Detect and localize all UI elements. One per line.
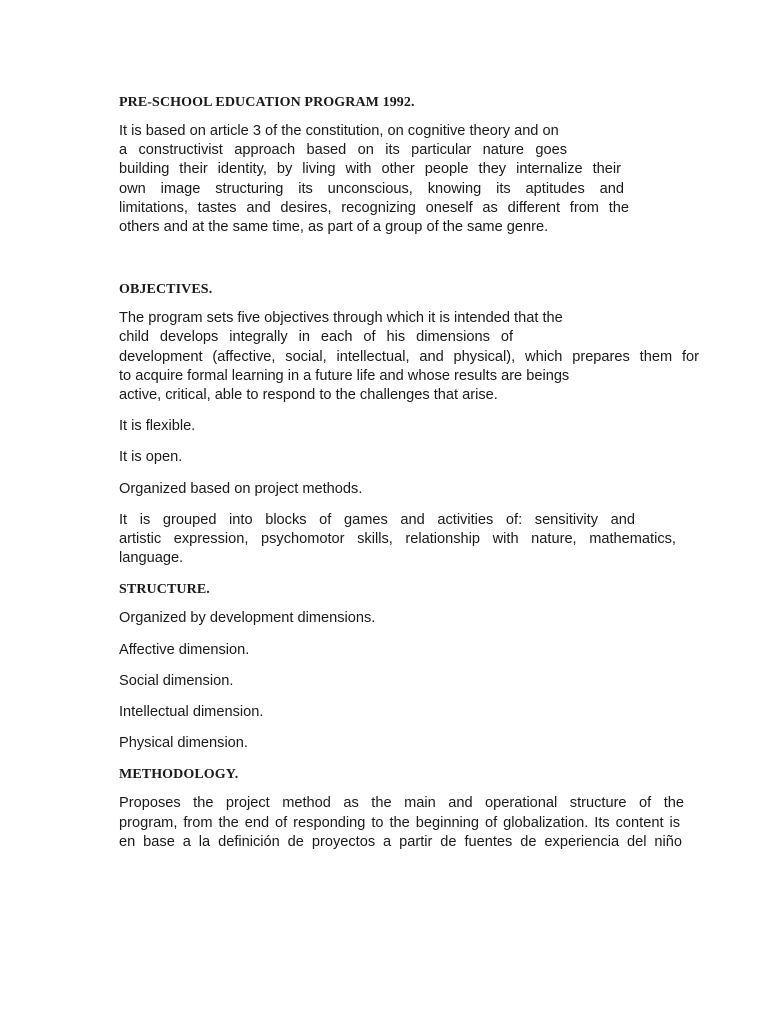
objectives-line: development (affective, social, intellectual, and physical), which prepares them for (119, 348, 699, 365)
structure-item: Physical dimension. (119, 735, 248, 752)
objectives-line: child develops integrally in each of his dimensions of (119, 329, 513, 346)
grouped-paragraph (119, 511, 700, 569)
objectives-line: active, critical, able to respond to the challenges that arise. (119, 387, 498, 404)
structure-heading: STRUCTURE. (119, 582, 210, 598)
structure-item: Affective dimension. (119, 641, 250, 658)
intro-paragraph (119, 122, 700, 237)
objectives-item: It is open. (119, 449, 183, 466)
objectives-paragraph (119, 309, 700, 405)
methodology-heading: METHODOLOGY. (119, 767, 239, 783)
intro-line: limitations, tastes and desires, recognizing oneself as different from the (119, 199, 629, 216)
intro-line: others and at the same time, as part of a group of the same genre. (119, 219, 549, 236)
methodology-line: Proposes the project method as the main and operational structure of the (119, 795, 684, 812)
grouped-line: language. (119, 550, 184, 567)
structure-item: Intellectual dimension. (119, 704, 264, 721)
section-spacer (119, 249, 700, 280)
structure-item: Organized by development dimensions. (119, 610, 376, 627)
methodology-paragraph (119, 794, 700, 852)
methodology-line: program, from the end of responding to the beginning of globalization. Its content is (119, 814, 680, 831)
intro-line: a constructivist approach based on its particular nature goes (119, 142, 567, 159)
objectives-line: to acquire formal learning in a future life and whose results are beings (119, 367, 570, 384)
grouped-line: It is grouped into blocks of games and activities of: sensitivity and (119, 511, 635, 528)
objectives-item: Organized based on project methods. (119, 480, 363, 497)
document-page (119, 93, 700, 864)
intro-line: building their identity, by living with other people they internalize their (119, 161, 621, 178)
grouped-line: artistic expression, psychomotor skills, relationship with nature, mathematics, (119, 531, 676, 548)
structure-item: Social dimension. (119, 672, 234, 689)
intro-line: own image structuring its unconscious, knowing its aptitudes and (119, 180, 624, 197)
objectives-heading: OBJECTIVES. (119, 282, 213, 298)
objectives-item: It is flexible. (119, 418, 196, 435)
methodology-line: en base a la definición de proyectos a partir de fuentes de experiencia del niño (119, 833, 682, 850)
intro-line: It is based on article 3 of the constitution, on cognitive theory and on (119, 123, 559, 139)
document-title: PRE-SCHOOL EDUCATION PROGRAM 1992. (119, 95, 415, 110)
objectives-line: The program sets five objectives through which it is intended that the (119, 310, 563, 327)
